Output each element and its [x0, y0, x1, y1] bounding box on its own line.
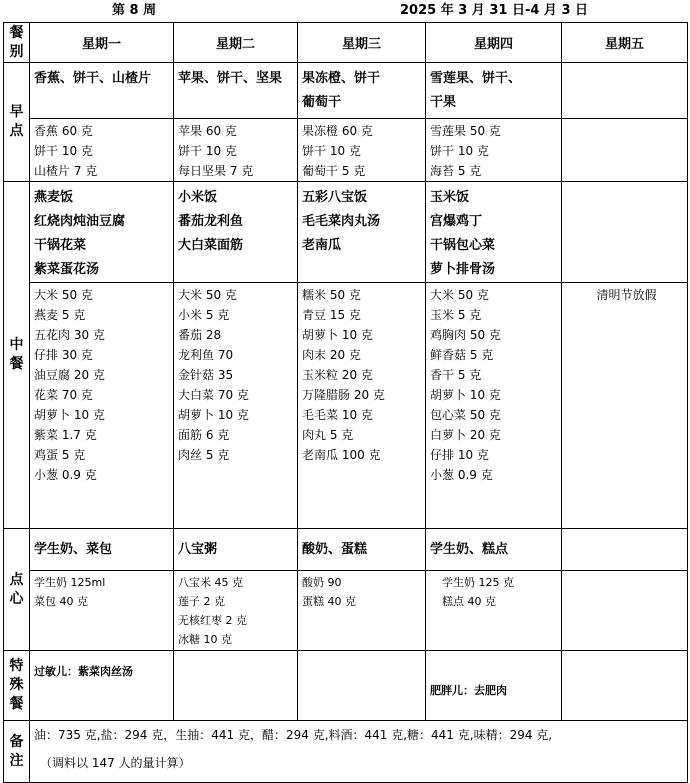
row-label-special: 特殊餐: [4, 651, 30, 721]
day-header-tue: 星期二: [174, 23, 298, 63]
lunch-ingredients-thu: 大米 50 克 玉米 5 克 鸡胸肉 50 克 鲜香菇 5 克 香干 5 克 胡萝卜 10 克 包心菜 50 克 白萝卜 20 克 仔排 10 克 小葱 0.9 克: [426, 283, 562, 529]
breakfast-ingredients-fri: [562, 119, 688, 182]
notes-content: 油：735 克,盐：294 克，生抽：441 克，醋：294 克,料酒：441 克,糖：441 克,味精：294 克, （调料以 147 人的量计算）: [30, 721, 688, 783]
snack-ingredients-wed: 酸奶 90 蛋糕 40 克: [298, 571, 426, 651]
lunch-dishes-mon: 燕麦饭 红烧肉炖油豆腐 干锅花菜 紫菜蛋花汤: [30, 182, 174, 283]
snack-ingredients-tue: 八宝米 45 克 莲子 2 克 无核红枣 2 克 冰糖 10 克: [174, 571, 298, 651]
snack-dishes-wed: 酸奶、蛋糕: [298, 529, 426, 571]
breakfast-ingredients-tue: 苹果 60 克 饼干 10 克 每日坚果 7 克: [174, 119, 298, 182]
breakfast-ingredients-mon: 香蕉 60 克 饼干 10 克 山楂片 7 克: [30, 119, 174, 182]
breakfast-dishes-wed: 果冻橙、饼干 葡萄干: [298, 63, 426, 119]
lunch-ingredients-wed: 糯米 50 克 青豆 15 克 胡萝卜 10 克 肉末 20 克 玉米粒 20 克 万隆腊肠 20 克 毛毛菜 10 克 肉丸 5 克 老南瓜 100 克: [298, 283, 426, 529]
day-header-thu: 星期四: [426, 23, 562, 63]
snack-ingredients-mon: 学生奶 125ml 菜包 40 克: [30, 571, 174, 651]
row-label-snack: 点心: [4, 529, 30, 651]
day-header-mon: 星期一: [30, 23, 174, 63]
snack-dishes-thu: 学生奶、糕点: [426, 529, 562, 571]
snack-dishes-tue: 八宝粥: [174, 529, 298, 571]
breakfast-ingredients-thu: 雪莲果 50 克 饼干 10 克 海苔 5 克: [426, 119, 562, 182]
special-meal-fri: [562, 651, 688, 721]
breakfast-dishes-tue: 苹果、饼干、坚果: [174, 63, 298, 119]
breakfast-ingredients-wed: 果冻橙 60 克 饼干 10 克 葡萄干 5 克: [298, 119, 426, 182]
row-label-breakfast: 早点: [4, 63, 30, 182]
holiday-note: 清明节放假: [562, 283, 688, 529]
row-label-notes: 备注: [4, 721, 30, 783]
lunch-ingredients-tue: 大米 50 克 小米 5 克 番茄 28 龙利鱼 70 金针菇 35 大白菜 70 克 胡萝卜 10 克 面筋 6 克 肉丝 5 克: [174, 283, 298, 529]
snack-dishes-fri: [562, 529, 688, 571]
row-label-lunch: 中餐: [4, 182, 30, 529]
snack-ingredients-fri: [562, 571, 688, 651]
breakfast-dishes-thu: 雪莲果、饼干、 干果: [426, 63, 562, 119]
breakfast-dishes-fri: [562, 63, 688, 119]
meal-type-header: 餐别: [4, 23, 30, 63]
snack-dishes-mon: 学生奶、菜包: [30, 529, 174, 571]
breakfast-dishes-mon: 香蕉、饼干、山楂片: [30, 63, 174, 119]
lunch-dishes-tue: 小米饭 番茄龙利鱼 大白菜面筋: [174, 182, 298, 283]
special-meal-mon: 过敏儿：紫菜肉丝汤: [30, 651, 174, 721]
day-header-fri: 星期五: [562, 23, 688, 63]
lunch-ingredients-mon: 大米 50 克 燕麦 5 克 五花肉 30 克 仔排 30 克 油豆腐 20 克 花菜 70 克 胡萝卜 10 克 紫菜 1.7 克 鸡蛋 5 克 小葱 0.9 克: [30, 283, 174, 529]
lunch-dishes-fri: [562, 182, 688, 283]
special-meal-tue: [174, 651, 298, 721]
lunch-dishes-thu: 玉米饭 宫爆鸡丁 干锅包心菜 萝卜排骨汤: [426, 182, 562, 283]
snack-ingredients-thu: 学生奶 125 克 糕点 40 克: [426, 571, 562, 651]
menu-table: [3, 22, 688, 783]
day-header-wed: 星期三: [298, 23, 426, 63]
date-range: 2025 年 3 月 31 日-4 月 3 日: [400, 3, 589, 18]
special-meal-wed: [298, 651, 426, 721]
week-label: 第 8 周: [112, 3, 157, 18]
lunch-dishes-wed: 五彩八宝饭 毛毛菜肉丸汤 老南瓜: [298, 182, 426, 283]
special-meal-thu: 肥胖儿：去肥肉: [426, 651, 562, 721]
